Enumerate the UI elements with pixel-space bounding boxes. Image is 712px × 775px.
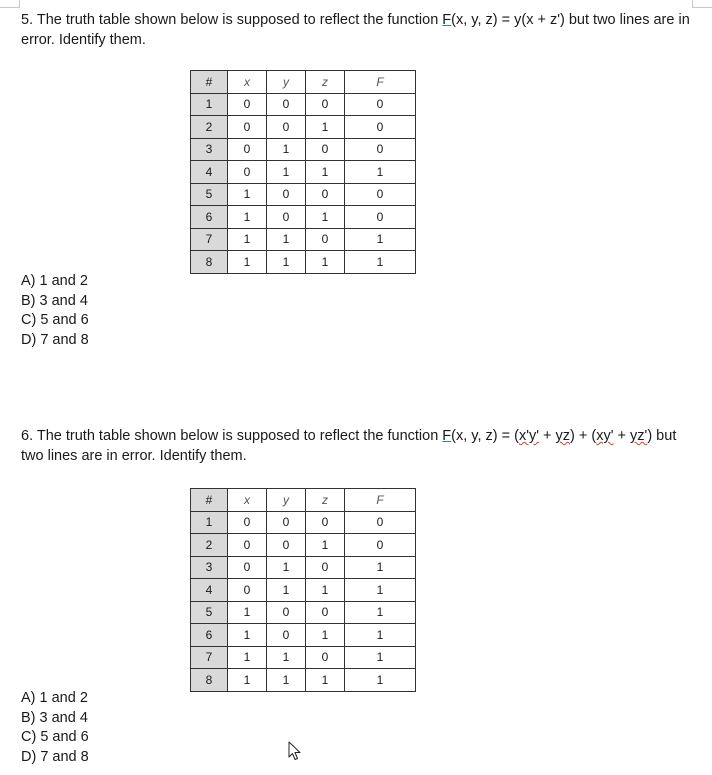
table-row	[191, 161, 416, 184]
truth-table-q5	[190, 70, 416, 274]
term: yz'	[630, 428, 648, 444]
table-cell: 1	[228, 646, 267, 669]
truth-table-q6	[190, 488, 416, 692]
table-row	[191, 206, 416, 229]
header-cell: F	[345, 489, 416, 512]
row-number-cell: 8	[191, 669, 228, 692]
table-cell: 0	[345, 138, 416, 161]
row-number-cell: 6	[191, 624, 228, 647]
table-header-row	[191, 489, 416, 512]
table-cell: 0	[345, 93, 416, 116]
table-cell: 0	[267, 93, 306, 116]
table-cell: 1	[345, 161, 416, 184]
header-cell: #	[191, 71, 228, 94]
table-cell: 1	[345, 624, 416, 647]
term: x'y'	[518, 428, 540, 444]
table-cell: 1	[267, 228, 306, 251]
row-number-cell: 4	[191, 161, 228, 184]
term: yz	[555, 428, 571, 444]
table-cell: 1	[267, 138, 306, 161]
table-cell: 1	[345, 669, 416, 692]
row-number-cell: 5	[191, 601, 228, 624]
table-cell: 1	[228, 669, 267, 692]
row-number-cell: 1	[191, 511, 228, 534]
answer-option: B) 3 and 4	[21, 292, 88, 309]
table-cell: 1	[345, 646, 416, 669]
table-cell: 1	[228, 601, 267, 624]
table-cell: 0	[306, 93, 345, 116]
table-cell: 0	[306, 556, 345, 579]
table-row	[191, 251, 416, 274]
table-row	[191, 624, 416, 647]
table-cell: 1	[306, 624, 345, 647]
table-cell: 0	[345, 534, 416, 557]
table-cell: 0	[345, 206, 416, 229]
table-row	[191, 183, 416, 206]
header-cell: #	[191, 489, 228, 512]
table-row	[191, 601, 416, 624]
table-row	[191, 556, 416, 579]
table-cell: 1	[345, 601, 416, 624]
row-number-cell: 7	[191, 646, 228, 669]
header-cell: x	[228, 489, 267, 512]
table-row	[191, 646, 416, 669]
answer-option: C) 5 and 6	[21, 312, 89, 328]
table-row	[191, 534, 416, 557]
table-cell: 1	[267, 579, 306, 602]
table-cell: 1	[267, 251, 306, 274]
table-cell: 1	[306, 161, 345, 184]
page-corner-mark-right	[692, 0, 712, 8]
table-cell: 0	[267, 116, 306, 139]
table-cell: 0	[267, 183, 306, 206]
truth-table-body	[191, 511, 416, 691]
row-number-cell: 2	[191, 534, 228, 557]
table-cell: 0	[306, 511, 345, 534]
table-cell: 1	[306, 579, 345, 602]
table-cell: 1	[345, 228, 416, 251]
table-cell: 1	[345, 556, 416, 579]
table-cell: 1	[228, 206, 267, 229]
row-number-cell: 4	[191, 579, 228, 602]
header-cell: x	[228, 71, 267, 94]
table-cell: 0	[345, 183, 416, 206]
table-row	[191, 93, 416, 116]
row-number-cell: 5	[191, 183, 228, 206]
table-cell: 0	[228, 511, 267, 534]
table-cell: 1	[228, 183, 267, 206]
table-row	[191, 511, 416, 534]
header-cell: y	[267, 489, 306, 512]
table-cell: 1	[306, 251, 345, 274]
answer-options-q6	[21, 689, 89, 767]
row-number-cell: 6	[191, 206, 228, 229]
answer-option: B) 3 and 4	[21, 709, 88, 726]
table-cell: 1	[306, 116, 345, 139]
question-6-text: 6. The truth table shown below is supposed to reflect the function F(x, y, z) = (x'y' + yz) + (xy' + yz') but two lines are in error. Identify them.	[21, 428, 677, 464]
table-cell: 0	[306, 601, 345, 624]
row-number-cell: 3	[191, 556, 228, 579]
row-number-cell: 8	[191, 251, 228, 274]
table-cell: 0	[306, 138, 345, 161]
table-row	[191, 228, 416, 251]
table-cell: 1	[306, 534, 345, 557]
header-cell: z	[306, 71, 345, 94]
row-number-cell: 2	[191, 116, 228, 139]
function-name: F	[442, 12, 452, 28]
header-cell: y	[267, 71, 306, 94]
table-cell: 0	[345, 116, 416, 139]
row-number-cell: 3	[191, 138, 228, 161]
table-cell: 1	[267, 646, 306, 669]
table-cell: 0	[228, 556, 267, 579]
table-cell: 0	[228, 138, 267, 161]
table-cell: 1	[228, 624, 267, 647]
answer-option: D) 7 and 8	[21, 331, 89, 348]
answer-option: D) 7 and 8	[21, 748, 89, 765]
term: xy'	[596, 428, 614, 444]
table-cell: 1	[267, 669, 306, 692]
table-cell: 1	[228, 228, 267, 251]
page-corner-mark-left	[0, 0, 20, 8]
answer-option: A) 1 and 2	[21, 273, 88, 289]
table-cell: 0	[228, 93, 267, 116]
header-cell: z	[306, 489, 345, 512]
table-cell: 0	[267, 624, 306, 647]
truth-table-body	[191, 93, 416, 273]
table-row	[191, 116, 416, 139]
answer-option: A) 1 and 2	[21, 690, 88, 706]
table-row	[191, 669, 416, 692]
table-cell: 0	[267, 511, 306, 534]
table-cell: 1	[306, 206, 345, 229]
row-number-cell: 1	[191, 93, 228, 116]
table-row	[191, 579, 416, 602]
table-cell: 1	[345, 579, 416, 602]
table-cell: 1	[267, 161, 306, 184]
table-cell: 1	[228, 251, 267, 274]
table-cell: 0	[228, 161, 267, 184]
row-number-cell: 7	[191, 228, 228, 251]
table-cell: 0	[306, 183, 345, 206]
table-cell: 0	[267, 206, 306, 229]
function-name: F	[442, 428, 452, 444]
answer-options-q5	[21, 272, 89, 350]
table-cell: 0	[306, 228, 345, 251]
table-cell: 0	[228, 534, 267, 557]
table-cell: 0	[228, 116, 267, 139]
table-row	[191, 138, 416, 161]
table-cell: 1	[345, 251, 416, 274]
table-cell: 0	[345, 511, 416, 534]
table-cell: 0	[306, 646, 345, 669]
table-cell: 1	[267, 556, 306, 579]
table-cell: 0	[267, 601, 306, 624]
mouse-pointer-icon	[288, 741, 302, 761]
table-cell: 0	[267, 534, 306, 557]
table-cell: 1	[306, 669, 345, 692]
answer-option: C) 5 and 6	[21, 729, 89, 745]
header-cell: F	[345, 71, 416, 94]
question-5-text: 5. The truth table shown below is supposed to reflect the function F(x, y, z) = y(x + z') but two lines are in error. Identify them.	[21, 12, 690, 48]
table-cell: 0	[228, 579, 267, 602]
table-header-row	[191, 71, 416, 94]
